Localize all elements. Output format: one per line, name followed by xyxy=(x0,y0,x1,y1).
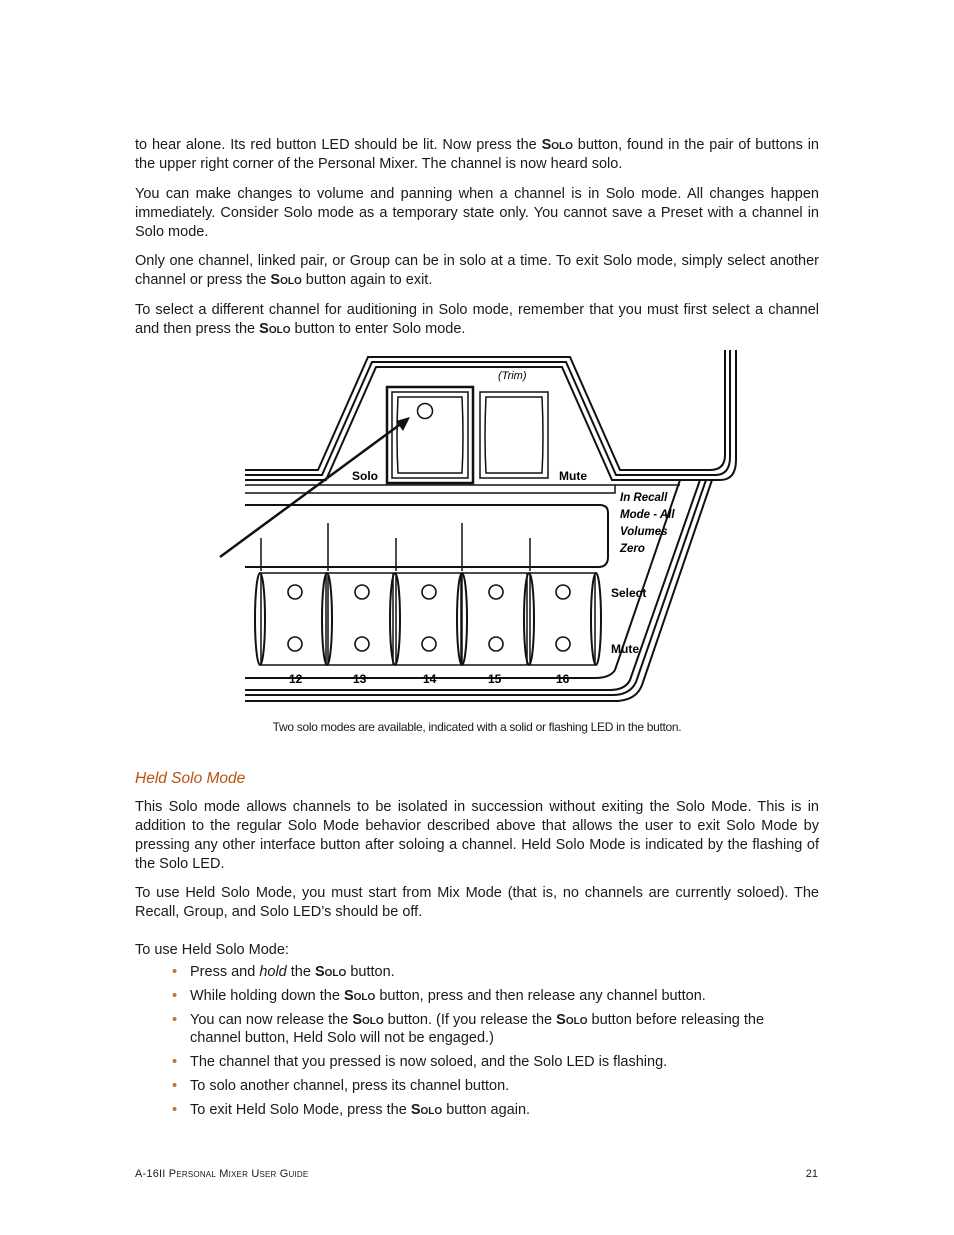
text-run: The channel that you pressed is now soloed, and the Solo LED is flashing. xyxy=(190,1054,668,1070)
solo-keyword: Solo xyxy=(259,321,291,337)
text-run: button. (If you release the xyxy=(383,1012,557,1028)
list-item xyxy=(172,1011,792,1047)
text-run: to hear alone. Its red button LED should be lit. Now press the xyxy=(135,137,542,153)
text-run: button to enter Solo mode. xyxy=(290,321,466,337)
body-paragraph xyxy=(135,252,819,290)
solo-keyword: Solo xyxy=(410,1102,443,1118)
text-run: button, press and then release any channel button. xyxy=(375,988,706,1004)
trim-label: (Trim) xyxy=(498,370,527,382)
recall-line: Zero xyxy=(620,543,645,555)
bullet-icon: • xyxy=(172,1078,178,1094)
recall-line: Mode - All xyxy=(620,509,675,521)
select-label: Select xyxy=(611,586,647,600)
text-run: To select a different channel for auditioning in Solo mode, remember that you must first select a channel and then press the xyxy=(135,302,819,337)
channel-number: 13 xyxy=(353,672,367,686)
text-run: button again. xyxy=(442,1102,531,1118)
bullet-icon: • xyxy=(172,988,178,1004)
mute-label: Mute xyxy=(611,642,639,656)
text-run: Press and xyxy=(190,964,260,980)
body-paragraph: You can make changes to volume and panning when a channel is in Solo mode. All changes happen immediately. Consider Solo mode as a temporary state only. You cannot save a Preset with a channel in Solo mode. xyxy=(135,186,819,240)
mixer-panel-diagram xyxy=(210,345,750,710)
solo-keyword: Solo xyxy=(343,988,376,1004)
figure-caption: Two solo modes are available, indicated with a solid or flashing LED in the button. xyxy=(272,720,682,734)
text-run: While holding down the xyxy=(190,988,344,1004)
channel-number: 16 xyxy=(556,672,570,686)
bullet-icon: • xyxy=(172,1054,178,1070)
list-item xyxy=(172,1053,792,1071)
list-item xyxy=(172,1077,792,1095)
bullet-icon: • xyxy=(172,964,178,980)
channel-number: 15 xyxy=(488,672,502,686)
section-heading: Held Solo Mode xyxy=(135,770,246,787)
text-run: To solo another channel, press its channel button. xyxy=(190,1078,510,1094)
text-run: button before releasing the channel button, Held Solo will not be engaged.) xyxy=(190,1012,765,1046)
text-run: button. xyxy=(346,964,395,980)
channel-number: 12 xyxy=(289,672,303,686)
text-run: the xyxy=(286,964,315,980)
body-paragraph xyxy=(135,301,819,339)
text-run: button, found in the pair of buttons in the upper right corner of the Personal Mixer. The channel is now heard solo. xyxy=(135,137,819,172)
list-item xyxy=(172,987,792,1005)
text-run: button again to exit. xyxy=(301,272,433,288)
text-run: You can now release the xyxy=(190,1012,353,1028)
solo-keyword: Solo xyxy=(314,964,347,980)
bullet-list xyxy=(172,963,792,1125)
solo-keyword: Solo xyxy=(270,272,302,288)
channel-number: 14 xyxy=(423,672,437,686)
bullet-icon: • xyxy=(172,1102,178,1118)
body-paragraph xyxy=(135,136,819,174)
recall-line: Volumes xyxy=(620,526,668,538)
page-number: 21 xyxy=(805,1168,818,1180)
solo-keyword: Solo xyxy=(541,137,573,153)
body-paragraph: This Solo mode allows channels to be isolated in succession without exiting the Solo Mode. This is in addition to the regular Solo Mode behavior described above that allows the user to exit Solo Mode by pressing any other interface button after soloing a channel. Held Solo Mode is indicated by the flashing of the Solo LED. xyxy=(135,799,819,872)
text-run: Only one channel, linked pair, or Group can be in solo at a time. To exit Solo mode, simply select another channel or press the xyxy=(135,253,819,288)
solo-keyword: Solo xyxy=(556,1012,588,1028)
text-run: To exit Held Solo Mode, press the xyxy=(190,1102,411,1118)
bullet-icon: • xyxy=(172,1012,178,1028)
list-item xyxy=(172,963,792,981)
mute-top-label: Mute xyxy=(559,469,587,483)
footer-title: A-16II Personal Mixer User Guide xyxy=(135,1168,309,1180)
list-intro: To use Held Solo Mode: xyxy=(135,942,289,958)
list-item xyxy=(172,1101,792,1119)
recall-line: In Recall xyxy=(620,492,668,504)
solo-keyword: Solo xyxy=(352,1012,384,1028)
solo-label: Solo xyxy=(352,469,378,483)
body-paragraph: To use Held Solo Mode, you must start from Mix Mode (that is, no channels are currently soloed). The Recall, Group, and Solo LED’s should be off. xyxy=(135,885,819,920)
emphasis-text: hold xyxy=(259,964,287,980)
